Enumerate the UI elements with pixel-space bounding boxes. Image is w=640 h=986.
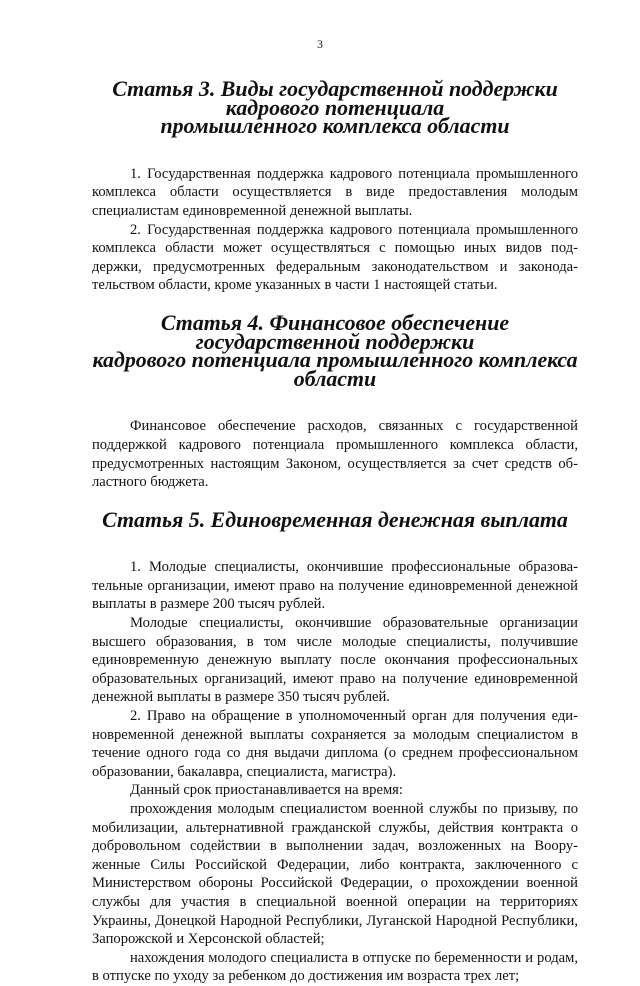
article-5-heading (92, 506, 578, 532)
article-5-paragraph: прохождения молодым специалистом военной службы по призыву, по мобилизации, альтернативной гражданской службы, действия контракта о добровольном содействии в выполнении задач, возложенных на Вооруженные Силы Российской Федерации, либо контракта, заключенного с Министерством обороны Российской Федерации, о прохождении военной службы для участия в специальной военной операции на территориях Украины, Донецкой Народной Республики, Луганской Народной Республики, Запорожской и Херсонской областей; (92, 801, 578, 948)
article-5-paragraph: Молодые специалисты, окончившие образовательные организации высшего образования, в том числе молодые специалисты, получившие единовременную денежную выплату после окончания профессиональных образовательных организаций, имеют право на получение единовременной денежной выплаты в размере 350 тысяч рублей. (92, 615, 578, 706)
article-4-heading (92, 309, 578, 391)
article-5-paragraph: 2. Право на обращение в уполномоченный орган для получения единовременной денежной выплаты сохраняется за молодым специалистом в течение одного года со дня выдачи диплома (о среднем профессиональном образовании, бакалавра, специалиста, магистра). (92, 708, 578, 780)
article-5-heading-line: Статья 5. Единовременная денежная выплата (102, 506, 568, 532)
article-3-paragraph: 2. Государственная поддержка кадрового потенциала промышленного комплекса области может осуществляться с помощью иных видов поддержки, предусмотренных федеральным законодательством и законодательством области, кроме указанных в части 1 настоящей статьи. (92, 221, 578, 294)
article-4-heading-line: кадрового потенциала промышленного комплекса области (92, 347, 578, 391)
article-5-paragraph: нахождения молодого специалиста в отпуске по беременности и родам, в отпуске по уходу за ребенком до достижения им возраста трех лет; (92, 949, 578, 985)
article-3-heading-line: промышленного комплекса области (160, 113, 510, 139)
article-3-paragraph: 1. Государственная поддержка кадрового потенциала промышленного комплекса области осуществляется в виде предоставления молодым специалистам единовременной денежной выплаты. (92, 165, 578, 219)
article-4-heading-line: Статья 4. Финансовое обеспечение государственной поддержки (160, 309, 510, 354)
article-4-paragraph: Финансовое обеспечение расходов, связанных с государственной поддержкой кадрового потенциала промышленного комплекса области, предусмотренных настоящим Законом, осуществляется за счет средств областного бюджета. (92, 418, 578, 491)
article-5-paragraph: Данный срок приостанавливается на время: (130, 782, 403, 799)
document-body (92, 76, 578, 986)
article-5-paragraph: 1. Молодые специалисты, окончившие профессиональные образовательные организации, имеют право на получение единовременной денежной выплаты в размере 200 тысяч рублей. (92, 559, 578, 613)
page-number: 3 (317, 37, 323, 51)
article-3-heading (92, 76, 578, 139)
article-3-heading-line: Статья 3. Виды государственной поддержки кадрового потенциала (112, 76, 558, 120)
